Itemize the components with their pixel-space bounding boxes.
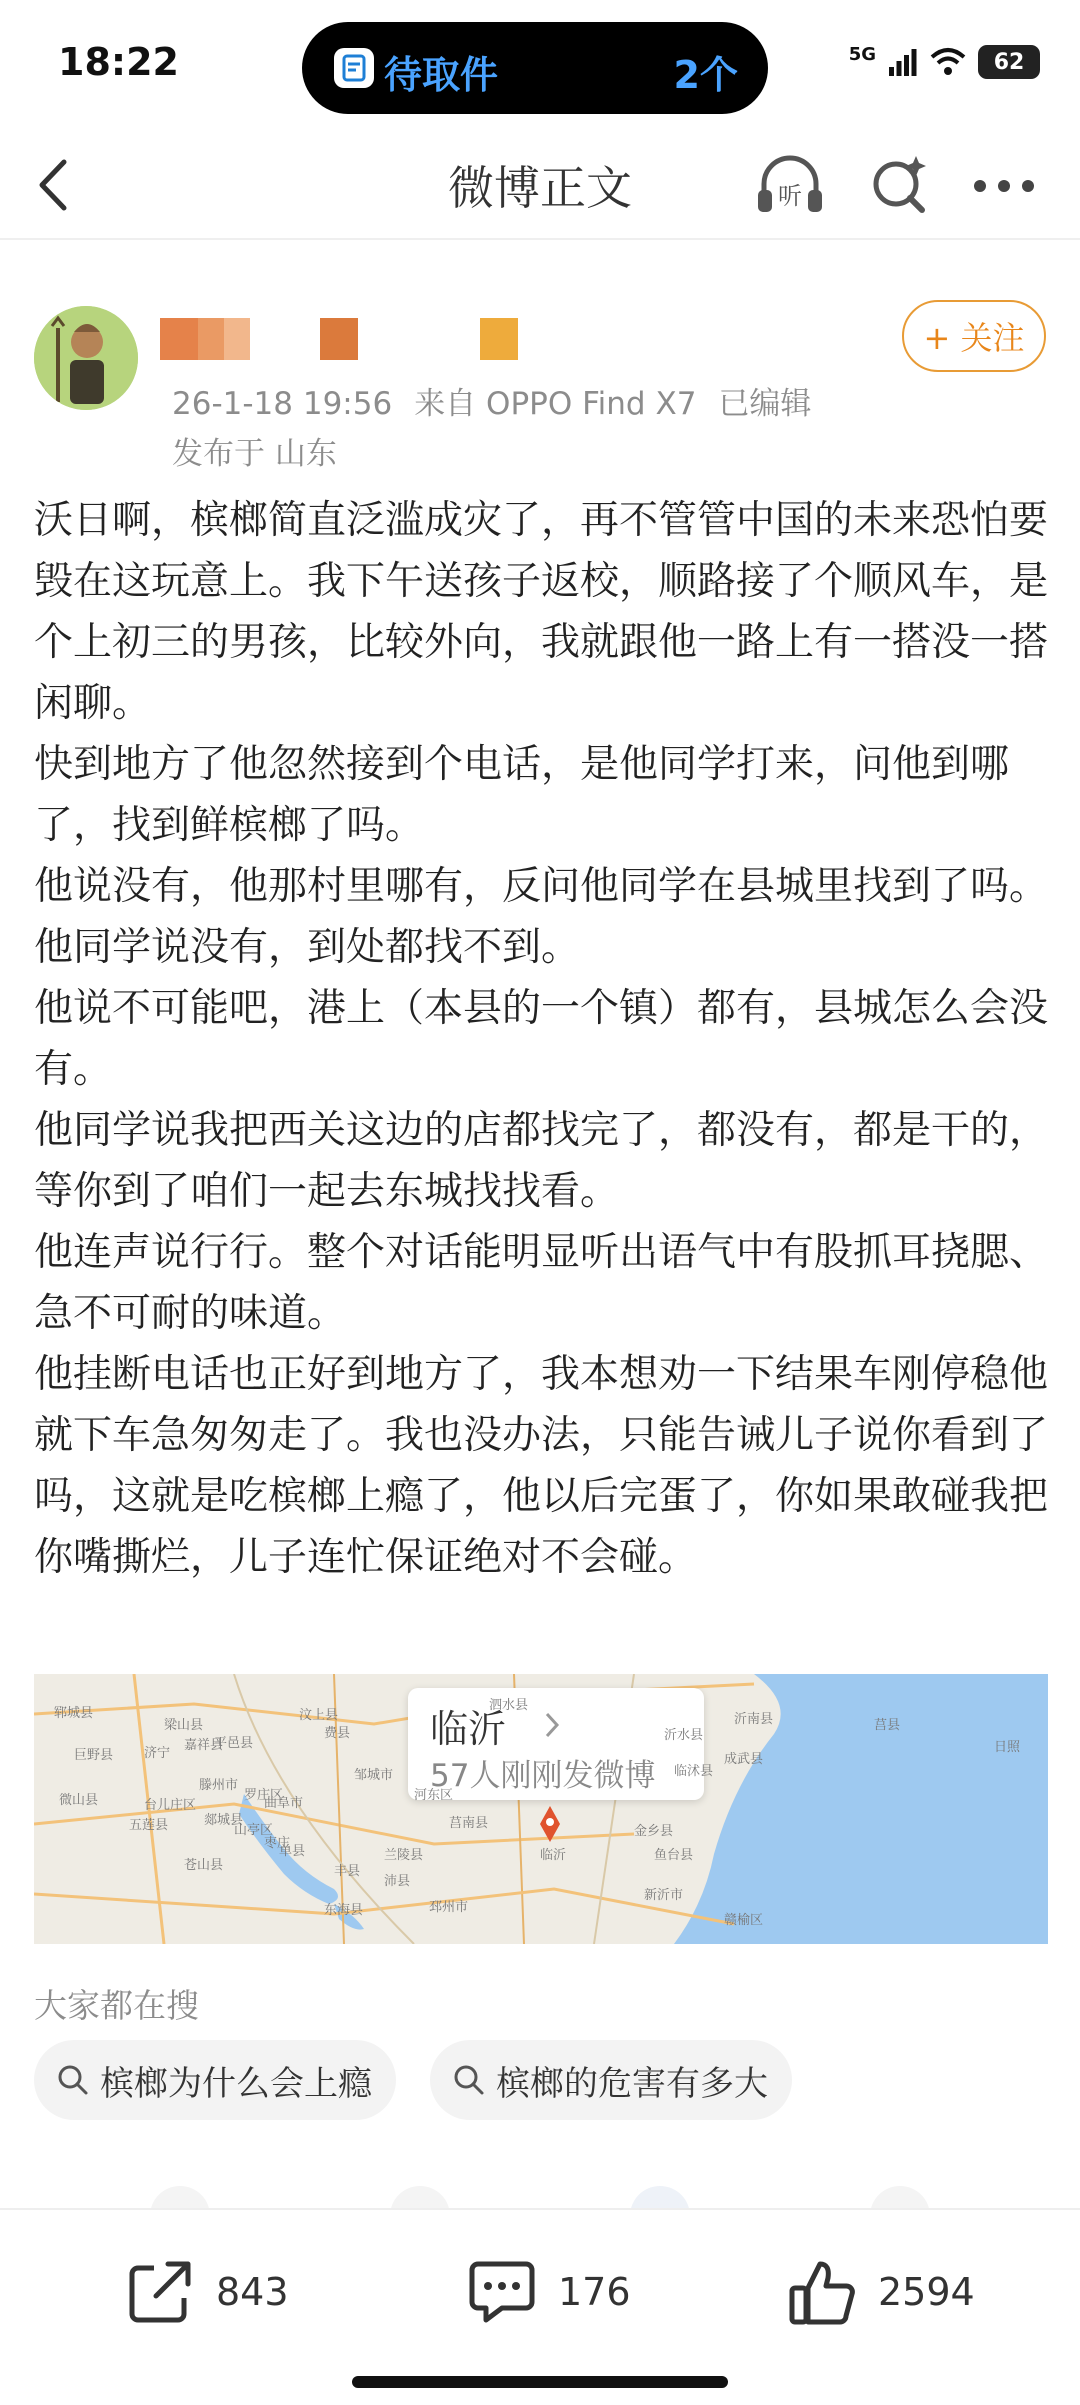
- map-place-label: 临沭县: [674, 1764, 714, 1779]
- post-location: 发布于 山东: [172, 436, 337, 472]
- map-place-label: 汶上县: [299, 1708, 339, 1723]
- map-place-label: 枣庄: [264, 1836, 291, 1851]
- post-date: 26-1-18 19:56: [172, 386, 393, 422]
- map-place-label: 五莲县: [129, 1818, 169, 1833]
- map-place-label: 成武县: [724, 1752, 764, 1767]
- like-button[interactable]: [786, 2254, 975, 2330]
- map-place-label: 单县: [279, 1844, 306, 1859]
- comment-bubble-icon: [466, 2256, 538, 2328]
- network-type: 5G: [848, 44, 876, 65]
- trending-title: 大家都在搜: [34, 1986, 199, 2025]
- map-place-label: 鱼台县: [654, 1848, 694, 1863]
- map-place-label: 莒南县: [449, 1816, 489, 1831]
- post-paragraph: 他说不可能吧，港上（本县的一个镇）都有，县城怎么会没有。: [34, 986, 1049, 1092]
- map-place-label: 台儿庄区: [144, 1798, 197, 1813]
- listen-label: 听: [778, 182, 802, 210]
- search-icon: [452, 2063, 486, 2097]
- map-place-label: 丰县: [334, 1864, 361, 1879]
- chip-label: 槟榔的危害有多大: [496, 2063, 768, 2104]
- map-place-label: 滕州市: [199, 1778, 239, 1793]
- name-mosaic: [480, 318, 518, 360]
- status-indicators: [849, 40, 1040, 84]
- name-mosaic: [224, 318, 250, 360]
- chip-label: 槟榔为什么会上瘾: [100, 2063, 372, 2104]
- map-place-label: 郯城县: [204, 1813, 244, 1828]
- map-place-label: 新沂市: [644, 1888, 684, 1903]
- map-place-label: 金乡县: [634, 1824, 674, 1839]
- map-place-label: 费县: [324, 1726, 351, 1741]
- post-body: [34, 490, 1048, 1588]
- map-place-label: 日照: [994, 1740, 1021, 1755]
- map-place-label: 平邑县: [214, 1736, 254, 1751]
- location-map[interactable]: [34, 1674, 1048, 1944]
- home-indicator[interactable]: [352, 2376, 728, 2388]
- post-paragraph: 他说没有，他那村里哪有，反问他同学在县城里找到了吗。: [34, 864, 1049, 909]
- post-paragraph: 他同学说没有，到处都找不到。: [34, 925, 581, 970]
- status-time: 18:22: [58, 40, 179, 84]
- map-place-label: 曲阜市: [264, 1796, 304, 1811]
- map-place-label: 郓城县: [54, 1706, 94, 1721]
- like-count: 2594: [878, 2270, 975, 2314]
- signal-icon: [888, 47, 918, 77]
- map-place-label: 莒县: [874, 1718, 901, 1733]
- map-place-label: 赣榆区: [724, 1913, 764, 1928]
- more-options-icon[interactable]: [972, 178, 1036, 194]
- dynamic-island[interactable]: [302, 22, 768, 114]
- trending-chip[interactable]: [430, 2040, 792, 2120]
- comment-button[interactable]: [466, 2254, 631, 2330]
- thumbs-up-icon: [786, 2256, 858, 2328]
- map-place-label: 嘉祥县: [184, 1738, 224, 1753]
- map-subtitle: 57人刚刚发微博: [430, 1758, 656, 1794]
- map-place-label: 河东区: [414, 1788, 454, 1803]
- avatar-image: [34, 306, 138, 410]
- name-mosaic: [160, 318, 198, 360]
- page-title: 微博正文: [448, 161, 632, 215]
- map-place-label: 泗水县: [489, 1698, 529, 1713]
- map-place-label: 邹城市: [354, 1768, 394, 1783]
- search-icon: [56, 2063, 90, 2097]
- name-mosaic: [198, 318, 224, 360]
- repost-share-icon: [124, 2256, 196, 2328]
- repost-count: 843: [216, 2270, 289, 2314]
- search-sparkle-icon[interactable]: [868, 150, 932, 218]
- nav-header: [0, 130, 1080, 240]
- map-place-label: 沛县: [384, 1874, 411, 1889]
- post-meta: [172, 378, 833, 423]
- map-city: 临沂: [430, 1707, 507, 1751]
- chevron-right-icon: [542, 1710, 562, 1740]
- partial-content-row: [0, 2170, 1080, 2210]
- post-paragraph: 沃日啊，槟榔简直泛滥成灾了，再不管管中国的未来恐怕要毁在这玩意上。我下午送孩子返校，顺路接了个顺风车，是个上初三的男孩，比较外向，我就跟他一路上有一搭没一搭闲聊。: [34, 498, 1049, 726]
- map-place-label: 邳州市: [429, 1900, 469, 1915]
- comment-count: 176: [558, 2270, 631, 2314]
- map-place-label: 苍山县: [184, 1858, 224, 1873]
- author-name-redacted[interactable]: [160, 318, 520, 360]
- edited-badge[interactable]: 已编辑: [718, 386, 812, 422]
- post-paragraph: 快到地方了他忽然接到个电话，是他同学打来，问他到哪了，找到鲜槟榔了吗。: [34, 742, 1010, 848]
- author-avatar[interactable]: [34, 306, 138, 410]
- post-paragraph: 他同学说我把西关这边的店都找完了，都没有，都是干的，等你到了咱们一起去东城找找看。: [34, 1108, 1049, 1214]
- map-place-label: 沂南县: [734, 1712, 774, 1727]
- map-place-label: 巨野县: [74, 1748, 114, 1763]
- follow-button[interactable]: + 关注: [902, 300, 1046, 372]
- name-mosaic: [320, 318, 358, 360]
- post-paragraph: 他挂断电话也正好到地方了，我本想劝一下结果车刚停稳他就下车急匆匆走了。我也没办法，只能告诫儿子说你看到了吗，这就是吃槟榔上瘾了，他以后完蛋了，你如果敢碰我把你嘴撕烂，儿子连忙保证绝对不会碰。: [34, 1352, 1049, 1580]
- island-label: 待取件: [384, 53, 499, 97]
- map-place-label: 济宁: [144, 1746, 171, 1761]
- post-source: 来自 OPPO Find X7: [414, 386, 697, 422]
- map-place-label: 罗庄区: [244, 1788, 284, 1803]
- post-paragraph: 他连声说行行。整个对话能明显听出语气中有股抓耳挠腮、急不可耐的味道。: [34, 1230, 1049, 1336]
- map-place-label: 沂水县: [664, 1728, 704, 1743]
- map-place-label: 兰陵县: [384, 1848, 424, 1863]
- repost-button[interactable]: [124, 2254, 289, 2330]
- island-count: 2个: [673, 53, 738, 97]
- battery-icon: 62: [978, 45, 1040, 79]
- wifi-icon: [930, 47, 966, 77]
- headphones-listen-icon[interactable]: [754, 150, 826, 218]
- status-bar: [0, 0, 1080, 130]
- map-place-label: 梁山县: [164, 1718, 204, 1733]
- map-place-label: 山亭区: [234, 1823, 274, 1838]
- map-place-label: 微山县: [59, 1793, 99, 1808]
- trending-chip[interactable]: [34, 2040, 396, 2120]
- map-pin-label: 临沂: [540, 1848, 567, 1863]
- map-place-label: 东海县: [324, 1903, 364, 1918]
- package-app-icon: [332, 46, 376, 90]
